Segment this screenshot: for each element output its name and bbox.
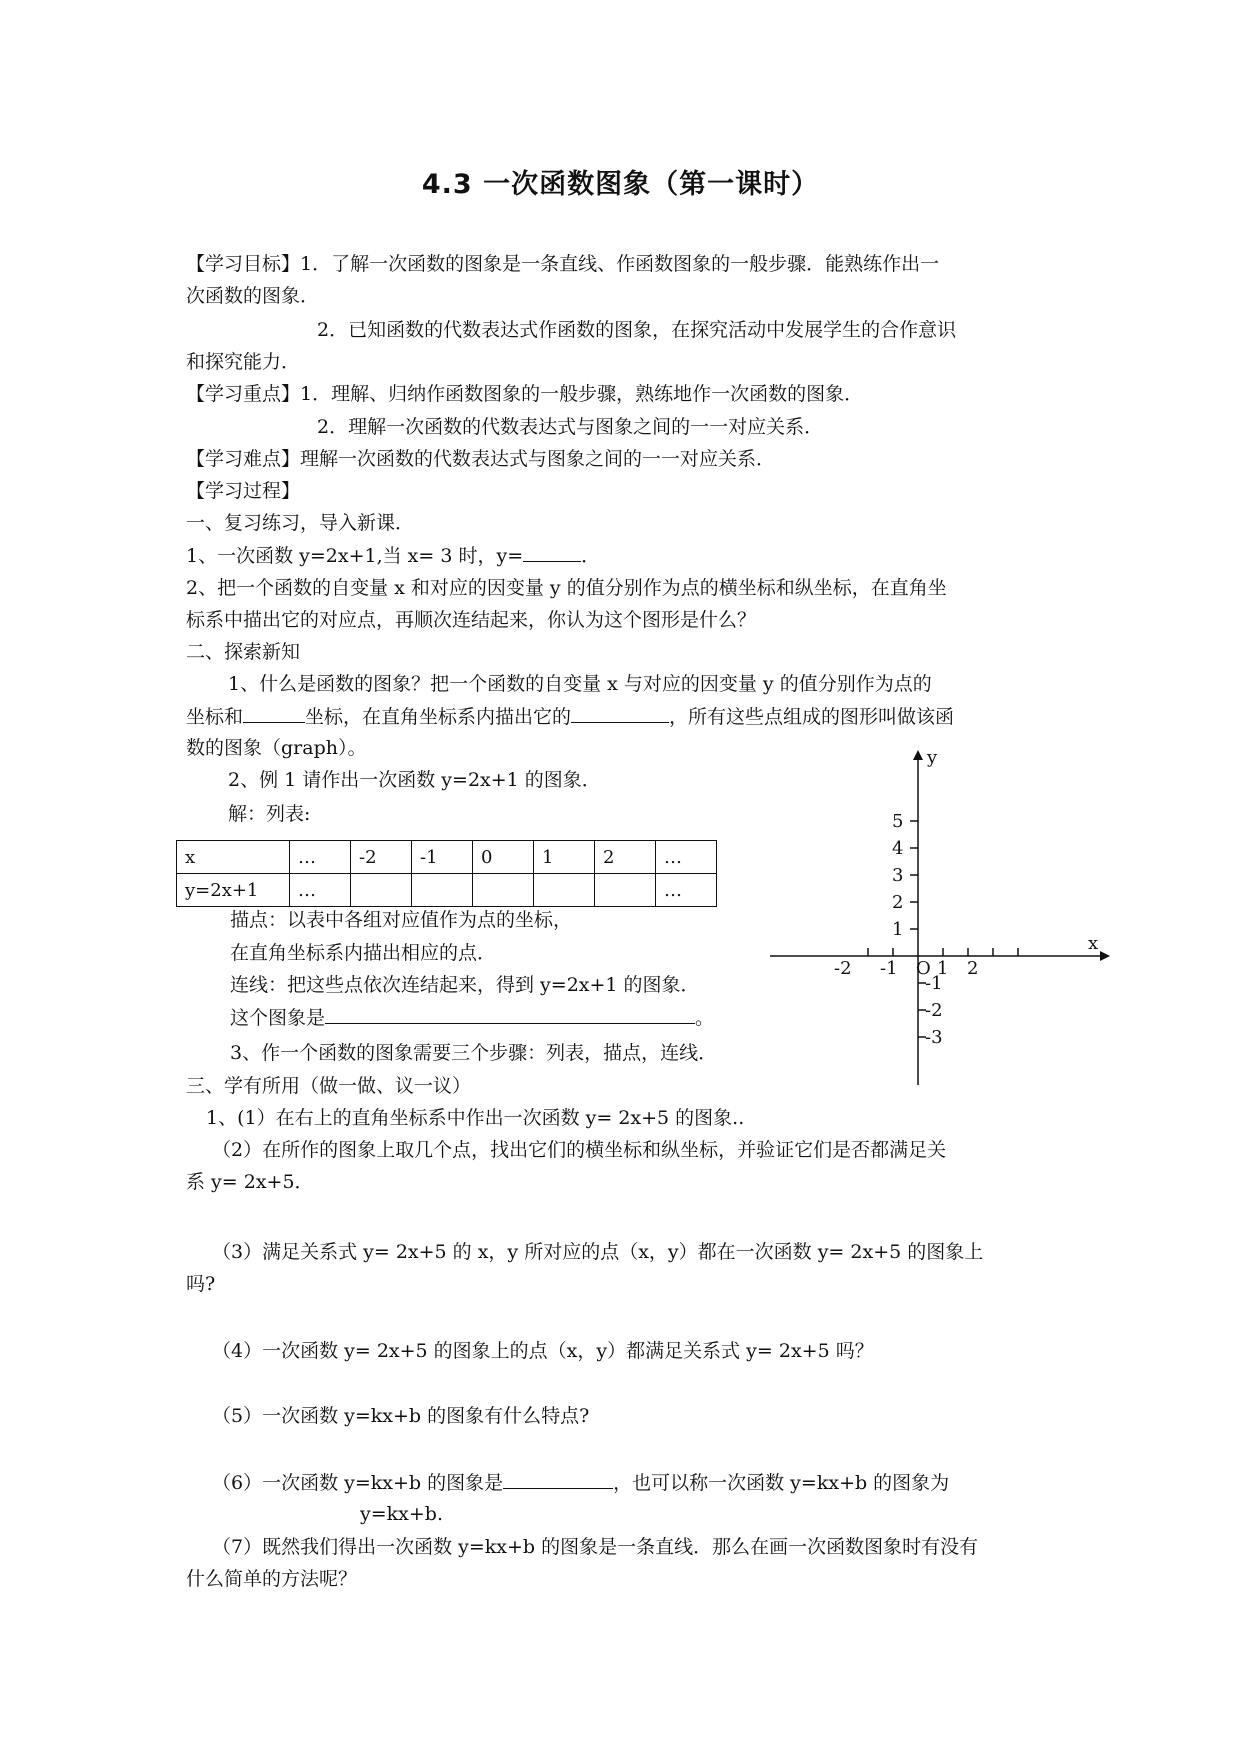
table-row: [177, 874, 717, 907]
plot-step: 描点：以表中各组对应值作为点的坐标，: [230, 909, 573, 931]
graph-is-end: 。: [695, 1007, 715, 1029]
graph-is-line: [230, 1005, 714, 1030]
explore-text-b: 坐标，在直角坐标系内描出它的: [305, 706, 572, 728]
x-axis-label: x: [1088, 933, 1099, 954]
table-cell: 1: [534, 841, 595, 874]
origin-label: O: [916, 958, 931, 979]
page-title: 4.3 一次函数图象（第一课时）: [421, 169, 820, 200]
objective-2-cont: 和探究能力．: [186, 351, 301, 373]
solution-label: 解：列表:: [228, 803, 311, 825]
y-tick-label: 4: [892, 838, 904, 859]
x-tick-marks: [868, 948, 1018, 956]
table-cell: 0: [473, 841, 534, 874]
graph-is-text: 这个图象是: [230, 1007, 326, 1029]
practice-4: （4）一次函数 y= 2x+5 的图象上的点（x，y）都满足关系式 y= 2x+5 吗？: [212, 1340, 874, 1362]
question-2-cont: 标系中描出它的对应点，再顺次连结起来，你认为这个图形是什么？: [186, 609, 757, 631]
table-cell: …: [290, 841, 351, 874]
coordinate-axes: [770, 750, 1110, 1090]
answer-blank: [325, 1005, 695, 1024]
table-cell: 2: [595, 841, 656, 874]
table-cell: [412, 874, 473, 907]
answer-blank: [243, 704, 305, 723]
objective-1: 【学习目标】1．了解一次函数的图象是一条直线、作函数图象的一般步骤．能熟练作出一: [186, 253, 940, 275]
y-axis-arrow: [913, 750, 923, 760]
practice-2-cont: 系 y= 2x+5．: [186, 1171, 314, 1193]
three-steps: 3、作一个函数的图象需要三个步骤：列表，描点，连线．: [230, 1042, 718, 1064]
practice-2: （2）在所作的图象上取几个点，找出它们的横坐标和纵坐标，并验证它们是否都满足关: [212, 1139, 947, 1161]
y-tick-label: -2: [925, 1000, 943, 1021]
x-tick-label: 1: [937, 958, 949, 979]
question-1-end: ．: [581, 545, 601, 567]
table-cell: y=2x+1: [177, 874, 290, 907]
x-axis-arrow: [1100, 951, 1110, 961]
table-cell: …: [656, 841, 717, 874]
section-2-heading: 二、探索新知: [186, 641, 301, 663]
explore-1: 1、什么是函数的图象？把一个函数的自变量 x 与对应的因变量 y 的值分别作为点的: [228, 673, 932, 695]
plot-step-cont: 在直角坐标系内描出相应的点．: [230, 942, 497, 964]
example-1: 2、例 1 请作出一次函数 y=2x+1 的图象．: [228, 769, 601, 791]
difficulty: 【学习难点】理解一次函数的代数表达式与图象之间的一一对应关系．: [186, 448, 776, 470]
question-2: 2、把一个函数的自变量 x 和对应的因变量 y 的值分别作为点的横坐标和纵坐标，在直角坐: [186, 577, 947, 599]
objective-2: 2．已知函数的代数表达式作函数的图象，在探究活动中发展学生的合作意识: [317, 319, 957, 341]
practice-3-cont: 吗?: [186, 1273, 216, 1295]
practice-6-text-a: （6）一次函数 y=kx+b 的图象是: [212, 1472, 504, 1494]
connect-step: 连线：把这些点依次连结起来，得到 y=2x+1 的图象．: [230, 974, 700, 996]
y-tick-label: 1: [892, 919, 904, 940]
practice-6-cont: y=kx+b.: [360, 1503, 444, 1525]
explore-1-end: 数的图象（graph）。: [186, 737, 367, 759]
practice-6: [212, 1470, 949, 1495]
question-1-text: 1、一次函数 y=2x+1,当 x= 3 时，y=: [186, 545, 524, 567]
answer-blank: [523, 543, 581, 562]
practice-5: （5）一次函数 y=kx+b 的图象有什么特点?: [212, 1405, 590, 1427]
objective-1-cont: 次函数的图象．: [186, 285, 320, 307]
table-cell: [351, 874, 412, 907]
value-table: [176, 840, 717, 907]
practice-7: （7）既然我们得出一次函数 y=kx+b 的图象是一条直线．那么在画一次函数图象时有没有: [212, 1536, 979, 1558]
answer-blank: [571, 704, 669, 723]
explore-text-a: 坐标和: [186, 706, 244, 728]
x-tick-label: -2: [834, 958, 852, 979]
practice-6-text-b: ，也可以称一次函数 y=kx+b 的图象为: [613, 1472, 950, 1494]
key-point-1: 【学习重点】1．理解、归纳作函数图象的一般步骤，熟练地作一次函数的图象．: [186, 383, 864, 405]
table-cell: …: [656, 874, 717, 907]
x-tick-label: 2: [967, 958, 979, 979]
table-cell: -1: [412, 841, 473, 874]
table-cell: -2: [351, 841, 412, 874]
y-axis-label: y: [927, 750, 938, 768]
x-tick-label: -1: [880, 958, 898, 979]
practice-7-cont: 什么简单的方法呢？: [186, 1568, 358, 1590]
table-cell: [595, 874, 656, 907]
explore-text-c: ，所有这些点组成的图形叫做该函: [669, 706, 955, 728]
section-3-heading: 三、学有所用（做一做、议一议）: [186, 1075, 472, 1097]
table-cell: [534, 874, 595, 907]
process-heading: 【学习过程】: [186, 480, 301, 502]
y-tick-label: 3: [892, 865, 904, 886]
y-tick-label: 5: [892, 811, 904, 832]
practice-3: （3）满足关系式 y= 2x+5 的 x，y 所对应的点（x，y）都在一次函数 y= 2x+5 的图象上: [212, 1241, 984, 1263]
explore-1-cont: [186, 704, 954, 729]
table-cell: [473, 874, 534, 907]
section-1-heading: 一、复习练习，导入新课．: [186, 512, 415, 534]
y-tick-label: 2: [892, 892, 904, 913]
table-cell: x: [177, 841, 290, 874]
key-point-2: 2．理解一次函数的代数表达式与图象之间的一一对应关系．: [317, 416, 824, 438]
y-tick-label: -1: [925, 973, 943, 994]
table-cell: …: [290, 874, 351, 907]
y-tick-label: -3: [925, 1027, 943, 1048]
practice-1: 1、(1）在右上的直角坐标系中作出一次函数 y= 2x+5 的图象..: [206, 1107, 745, 1129]
question-1: [186, 543, 600, 568]
table-row: [177, 841, 717, 874]
answer-blank: [503, 1470, 613, 1489]
